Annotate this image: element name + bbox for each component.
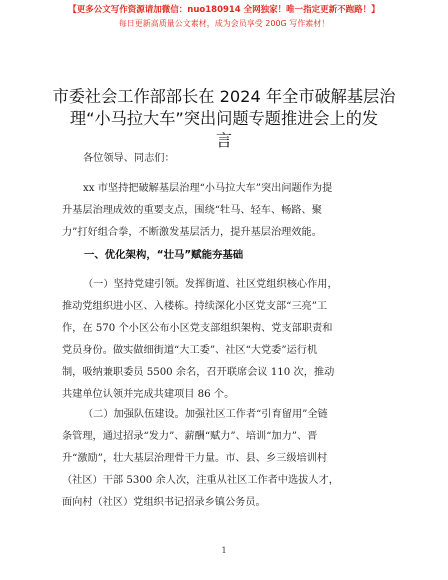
promo-banner-line-1: 【更多公文写作资源请加微信：nuo180914 全网独家！唯一指定更新不跑路！】 [68, 5, 380, 15]
paragraph-line: 共建单位认领并完成共建项目 86 个。 [62, 389, 235, 400]
paragraph-line: （二）加强队伍建设。加强社区工作者“引育留用”全链 [83, 409, 328, 420]
salutation-text: 各位领导、同志们： [83, 153, 175, 164]
paragraph-line: 作，在 570 个小区公布小区党支部组织架构、党支部职责和 [62, 323, 333, 334]
promo-banner-line-2: 每日更新高质量公文素材，成为会员享受 200G 写作素材！ [118, 19, 330, 28]
paragraph-line: xx 市坚持把破解基层治理“小马拉大车”突出问题作为提 [83, 183, 333, 194]
document-title-line: 言 [215, 131, 233, 150]
paragraph-line: （社区）干部 5300 余人次，注重从社区工作者中选拔人才， [62, 475, 339, 486]
paragraph-line: （一）坚持党建引领。发挥街道、社区党组织核心作用， [83, 279, 338, 290]
document-title [52, 86, 396, 152]
paragraph-line: 推动党组织进小区、入楼栋。持续深化小区党支部“三亮”工 [62, 301, 328, 312]
paragraph-line: 党员身份。做实做细街道“大工委”、社区“大党委”运行机 [62, 345, 318, 356]
document-title-line: 理“小马拉大车”突出问题专题推进会上的发 [69, 109, 379, 128]
paragraph-team-building [62, 404, 392, 514]
intro-paragraph [62, 178, 392, 244]
salutation [62, 148, 392, 170]
section-heading: 一、优化架构，“壮马”赋能夯基础 [84, 249, 244, 261]
page-number: 1 [221, 546, 227, 555]
paragraph-line: 升基层治理成效的重要支点，围绕“牡马、轻车、畅路、聚 [62, 205, 322, 216]
paragraph-party-leadership [62, 274, 392, 406]
paragraph-line: 升“激励”，壮大基层治理骨干力量。市、县、乡三级培训村 [62, 453, 328, 464]
paragraph-line: 面向村（社区）党组织书记招录乡镇公务员。 [62, 497, 266, 508]
paragraph-line: 制，吸纳兼职委员 5500 余名，召开联席会议 110 次，推动 [62, 367, 335, 378]
paragraph-line: 力”打好组合拳，不断激发基层活力，提升基层治理效能。 [62, 227, 322, 238]
paragraph-line: 条管理，通过招录“发力”、薪酬“赋力”、培训“加力”、晋 [62, 431, 318, 442]
document-title-line: 市委社会工作部部长在 2024 年全市破解基层治 [52, 87, 396, 106]
promo-banner [0, 4, 448, 30]
